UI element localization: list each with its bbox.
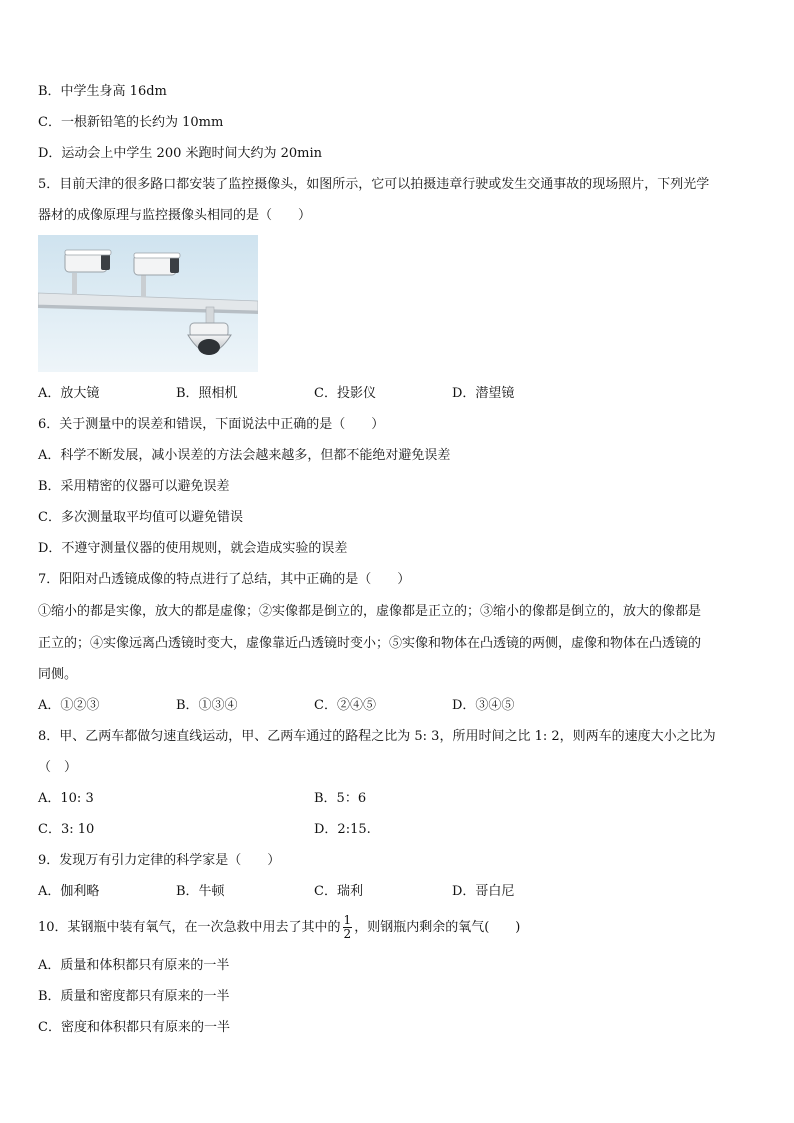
- option-c-pencil: C．一根新铅笔的长约为 10mm: [38, 115, 224, 130]
- q10-stem-suffix: ，则钢瓶内剩余的氧气( ): [354, 920, 521, 935]
- fraction-denominator: 2: [343, 927, 352, 941]
- q10-option-b: B．质量和密度都只有原来的一半: [38, 989, 230, 1004]
- q7-option-b: B．①③④: [176, 698, 238, 713]
- q8-stem-line1: 8．甲、乙两车都做匀速直线运动，甲、乙两车通过的路程之比为 5: 3，所用时间之比 1: 2，则两车的速度大小之比为: [38, 729, 716, 744]
- q5-option-c: C．投影仪: [314, 386, 376, 401]
- q7-body-line3: 同侧。: [38, 667, 78, 682]
- option-b-height: B．中学生身高 16dm: [38, 84, 167, 99]
- q9-option-d: D．哥白尼: [452, 884, 515, 899]
- q8-option-a: A．10: 3: [38, 791, 94, 806]
- q8-option-d: D．2:15.: [314, 822, 371, 837]
- q8-option-c: C．3: 10: [38, 822, 95, 837]
- q10-stem-prefix: 10．某钢瓶中装有氧气，在一次急救中用去了其中的: [38, 920, 341, 935]
- q8-option-b: B．5：6: [314, 791, 367, 806]
- q10-option-a: A．质量和体积都只有原来的一半: [38, 958, 230, 973]
- surveillance-camera-photo: [38, 235, 258, 372]
- option-d-run: D．运动会上中学生 200 米跑时间大约为 20min: [38, 146, 323, 161]
- q7-body-line1: ①缩小的都是实像，放大的都是虚像；②实像都是倒立的，虚像都是正立的；③缩小的像都是倒立的，放大的像都是: [38, 604, 702, 619]
- q9-stem: 9．发现万有引力定律的科学家是（ ）: [38, 853, 281, 868]
- q6-option-b: B．采用精密的仪器可以避免误差: [38, 479, 230, 494]
- q7-body-line2: 正立的；④实像远离凸透镜时变大，虚像靠近凸透镜时变小；⑤实像和物体在凸透镜的两侧，虚像和物体在凸透镜的: [38, 636, 702, 651]
- q5-option-b: B．照相机: [176, 386, 238, 401]
- q9-option-c: C．瑞利: [314, 884, 363, 899]
- q5-option-d: D．潜望镜: [452, 386, 515, 401]
- q10-option-c: C．密度和体积都只有原来的一半: [38, 1020, 230, 1035]
- q6-option-c: C．多次测量取平均值可以避免错误: [38, 510, 243, 525]
- q7-stem: 7．阳阳对凸透镜成像的特点进行了总结，其中正确的是（ ）: [38, 572, 411, 587]
- q7-option-c: C．②④⑤: [314, 698, 376, 713]
- q5-stem-line1: 5．目前天津的很多路口都安装了监控摄像头，如图所示，它可以拍摄违章行驶或发生交通事故的现场照片，下列光学: [38, 177, 710, 192]
- q7-option-a: A．①②③: [38, 698, 100, 713]
- fraction-numerator: 1: [343, 913, 352, 927]
- q9-option-b: B．牛顿: [176, 884, 225, 899]
- q7-option-d: D．③④⑤: [452, 698, 515, 713]
- q6-option-d: D．不遵守测量仪器的使用规则，就会造成实验的误差: [38, 541, 348, 556]
- q8-stem-line2: （ ）: [38, 760, 78, 775]
- q9-option-a: A．伽利略: [38, 884, 100, 899]
- q5-option-a: A．放大镜: [38, 386, 100, 401]
- q6-option-a: A．科学不断发展，减小误差的方法会越来越多，但都不能绝对避免误差: [38, 448, 451, 463]
- fraction-one-half: [343, 914, 353, 941]
- q10-stem: [38, 913, 520, 943]
- q6-stem: 6．关于测量中的误差和错误，下面说法中正确的是（ ）: [38, 417, 385, 432]
- q5-stem-line2: 器材的成像原理与监控摄像头相同的是（ ）: [38, 208, 312, 223]
